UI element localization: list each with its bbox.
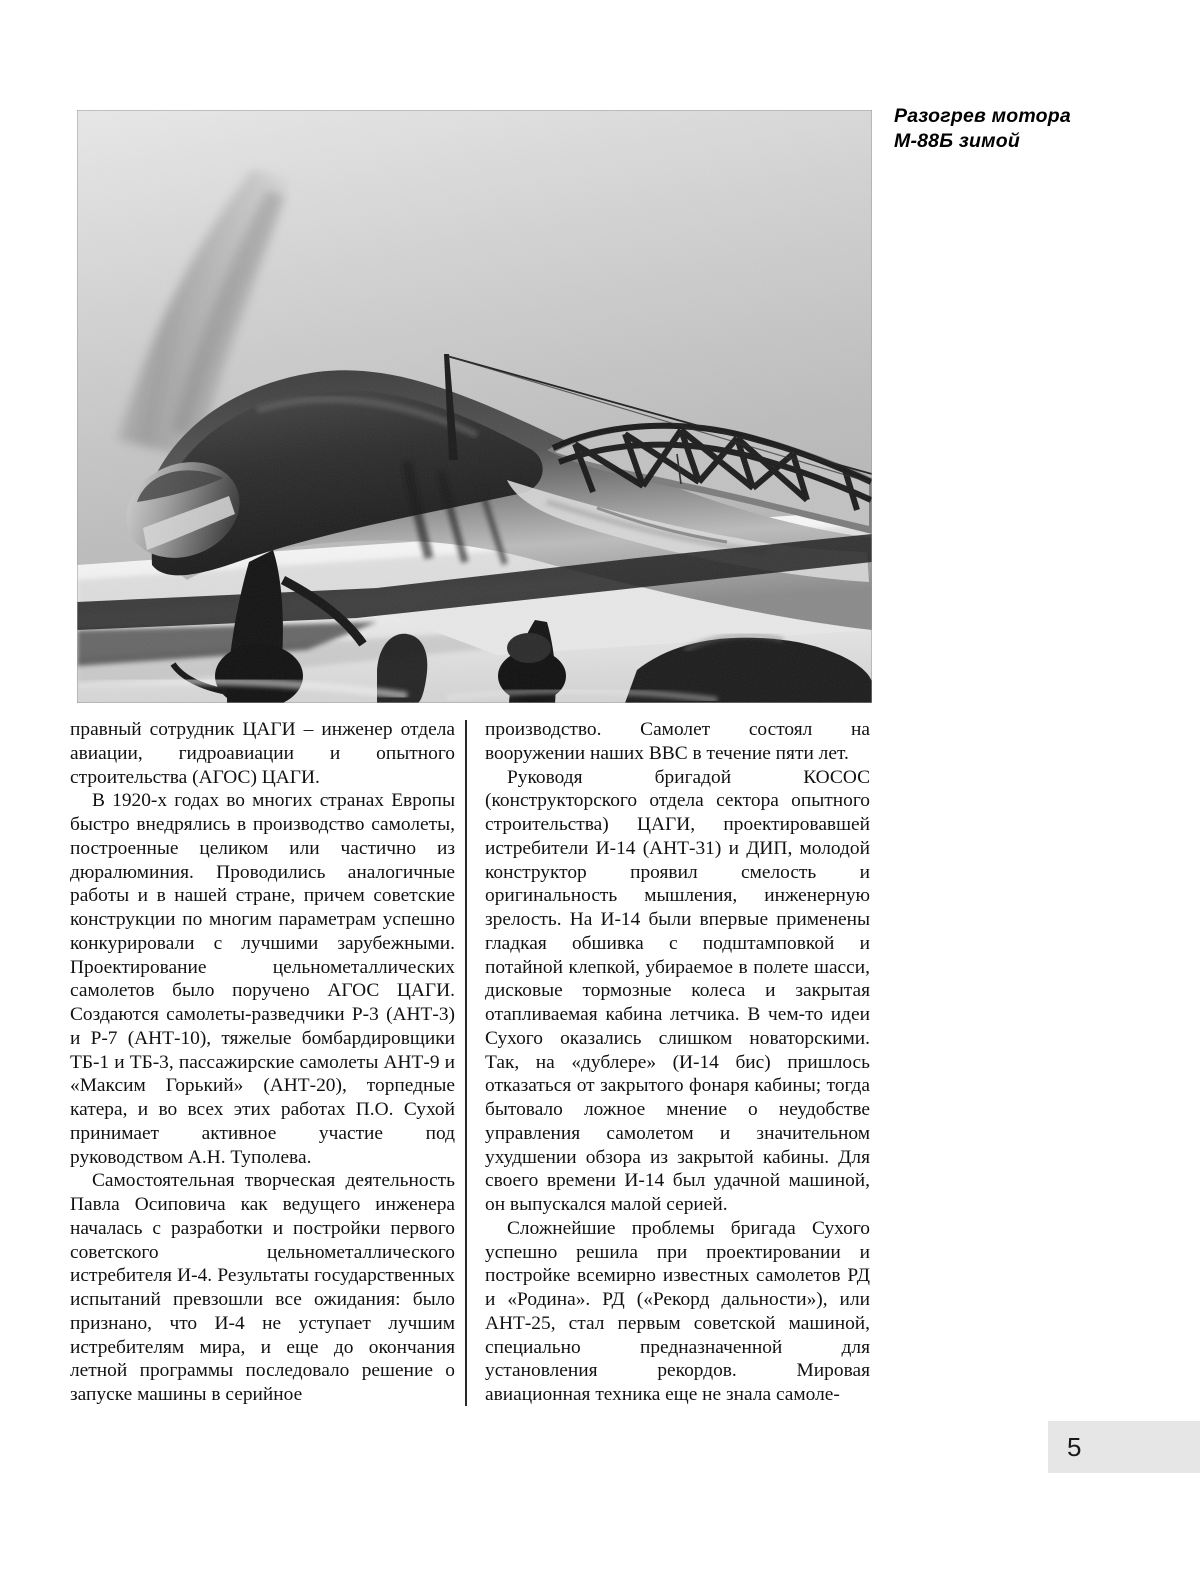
- paragraph: правный сотрудник ЦАГИ – инженер отдела авиации, гидроавиации и опытного строительства (АГОС) ЦАГИ.: [70, 719, 455, 788]
- figure-caption-line-2: М-88Б зимой: [894, 130, 1020, 152]
- paragraph: Руководя бригадой КОСОС (конструкторского отдела сектора опытного строительства) ЦАГИ, проектировавшей истребители И-14 (АНТ-31) и ДИП, молодой конструктор проявил смелость и оригинальность мышления, инженерную зрелость. На И-14 были впервые применены гладкая обшивка с подштамповкой и потайной клепкой, убираемое в полете шасси, дисковые тормозные колеса и закрытая отапливаемая кабина летчика. В чем-то идеи Сухого оказались слишком новаторскими. Так, на «дублере» (И-14 бис) пришлось отказаться от закрытого фонаря кабины; тогда бытовало ложное мнение о неудобстве управления самолетом и значительном ухудшении обзора из закрытой кабины. Для своего времени И-14 был удачной машиной, он выпускался малой серией.: [485, 766, 870, 1215]
- figure-photograph: [77, 110, 872, 703]
- body-text: [70, 718, 880, 1408]
- column-rule: [465, 720, 467, 1406]
- paragraph: В 1920-х годах во многих странах Европы быстро внедрялись в производство самолеты, построенные целиком или частично из дюралюминия. Проводились аналогичные работы и в нашей стране, причем советские конструкции по многим параметрам успешно конкурировали с лучшими зарубежными. Проектирование цельнометаллических самолетов было поручено АГОС ЦАГИ. Создаются самолеты-разведчики Р-3 (АНТ-3) и Р-7 (АНТ-10), тяжелые бомбардировщики ТБ-1 и ТБ-3, пассажирские самолеты АНТ-9 и «Максим Горький» (АНТ-20), торпедные катера, и во всех этих работах П.О. Сухой принимает активное участие под руководством А.Н. Туполева.: [70, 790, 455, 1168]
- paragraph: Самостоятельная творческая деятельность Павла Осиповича как ведущего инженера началась с разработки и постройки первого советского цельнометаллического истребителя И-4. Результаты государственных испытаний превзошли все ожидания: было признано, что И-4 не уступает лучшим истребителям мира, и еще до окончания летной программы последовало решение о запуске машины в серийное: [70, 1170, 455, 1405]
- figure-caption-line-1: Разогрев мотора: [894, 105, 1071, 127]
- text-column-left: [70, 718, 455, 1407]
- photograph-artwork: [77, 110, 872, 703]
- page-number: 5: [1067, 1432, 1082, 1462]
- paragraph: производство. Самолет состоял на вооружении наших ВВС в течение пяти лет.: [485, 719, 870, 764]
- paragraph: Сложнейшие проблемы бригада Сухого успешно решила при проектировании и постройке всемирно известных самолетов РД и «Родина». РД («Рекорд дальности»), или АНТ-25, стал первым советской машиной, специально предназначенной для установления рекордов. Мировая авиационная техника еще не знала самоле-: [485, 1217, 870, 1405]
- figure-caption: [894, 104, 1174, 154]
- text-column-right: [485, 718, 870, 1407]
